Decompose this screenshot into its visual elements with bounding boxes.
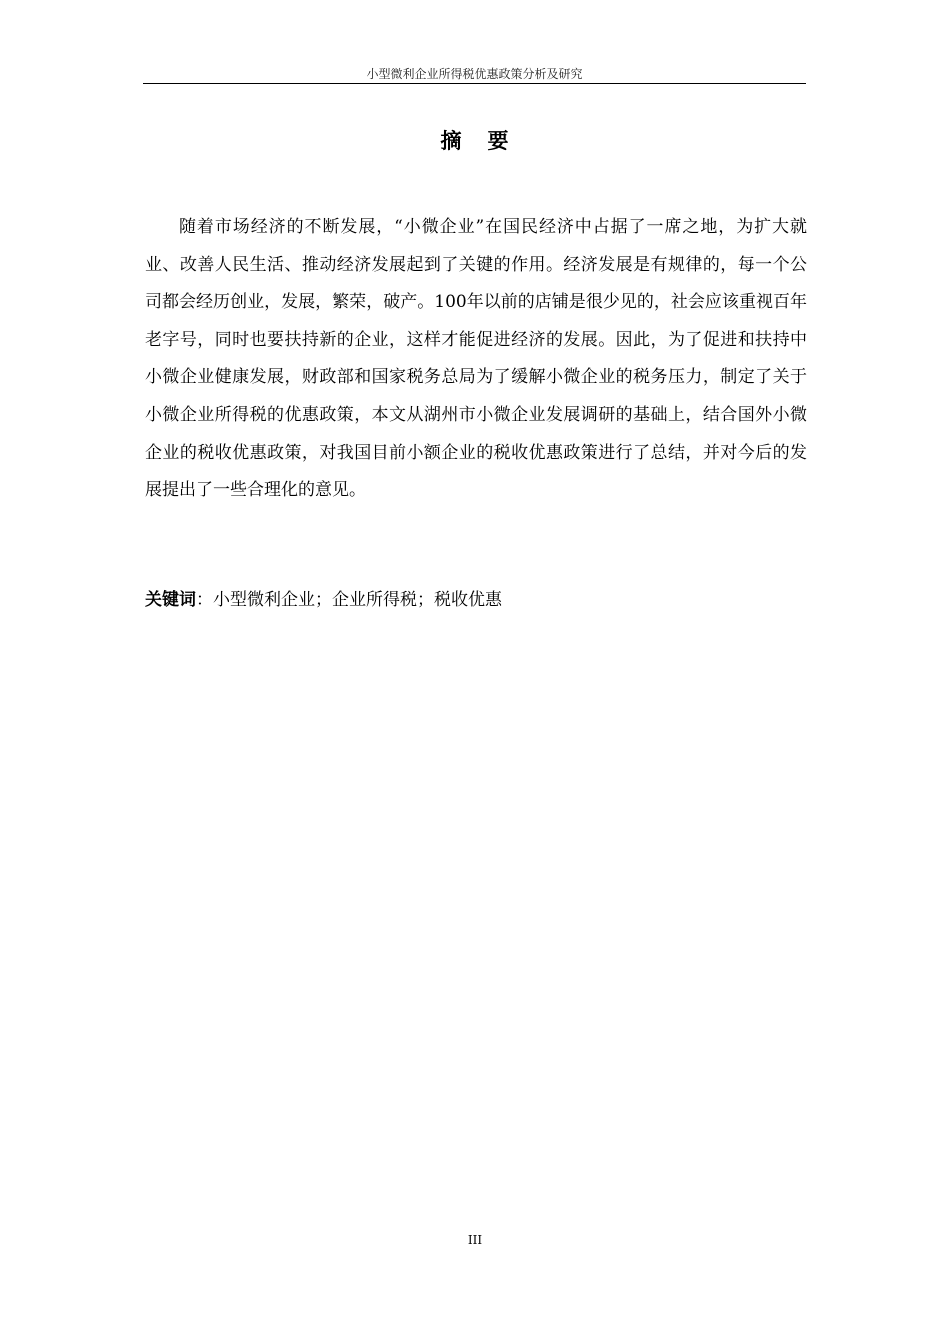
- running-header: 小型微利企业所得税优惠政策分析及研究: [366, 67, 583, 81]
- keywords-separator: ：: [196, 590, 213, 610]
- abstract-title-char-1: 摘: [440, 129, 462, 153]
- abstract-body: 随着市场经济的不断发展，“小微企业”在国民经济中占据了一席之地，为扩大就业、改善人民生活、推动经济发展起到了关键的作用。经济发展是有规律的，每一个公司都会经历创业，发展，繁荣，破产。100年以前的店铺是很少见的，社会应该重视百年老字号，同时也要扶持新的企业，这样才能促进经济的发展。因此，为了促进和扶持中小微企业健康发展，财政部和国家税务总局为了缓解小微企业的税务压力，制定了关于小微企业所得税的优惠政策，本文从湖州市小微企业发展调研的基础上，结合国外小微企业的税收优惠政策，对我国目前小额企业的税收优惠政策进行了总结，并对今后的发展提出了一些合理化的意见。: [145, 217, 807, 501]
- page-number: III: [467, 1233, 483, 1247]
- keywords-line: [145, 585, 807, 615]
- keywords-text: 小型微利企业；企业所得税；税收优惠: [213, 590, 502, 610]
- abstract-title-char-2: 要: [487, 129, 509, 153]
- header-rule: [143, 83, 806, 84]
- keywords-label: 关键词: [145, 590, 196, 610]
- abstract-title: [143, 126, 806, 156]
